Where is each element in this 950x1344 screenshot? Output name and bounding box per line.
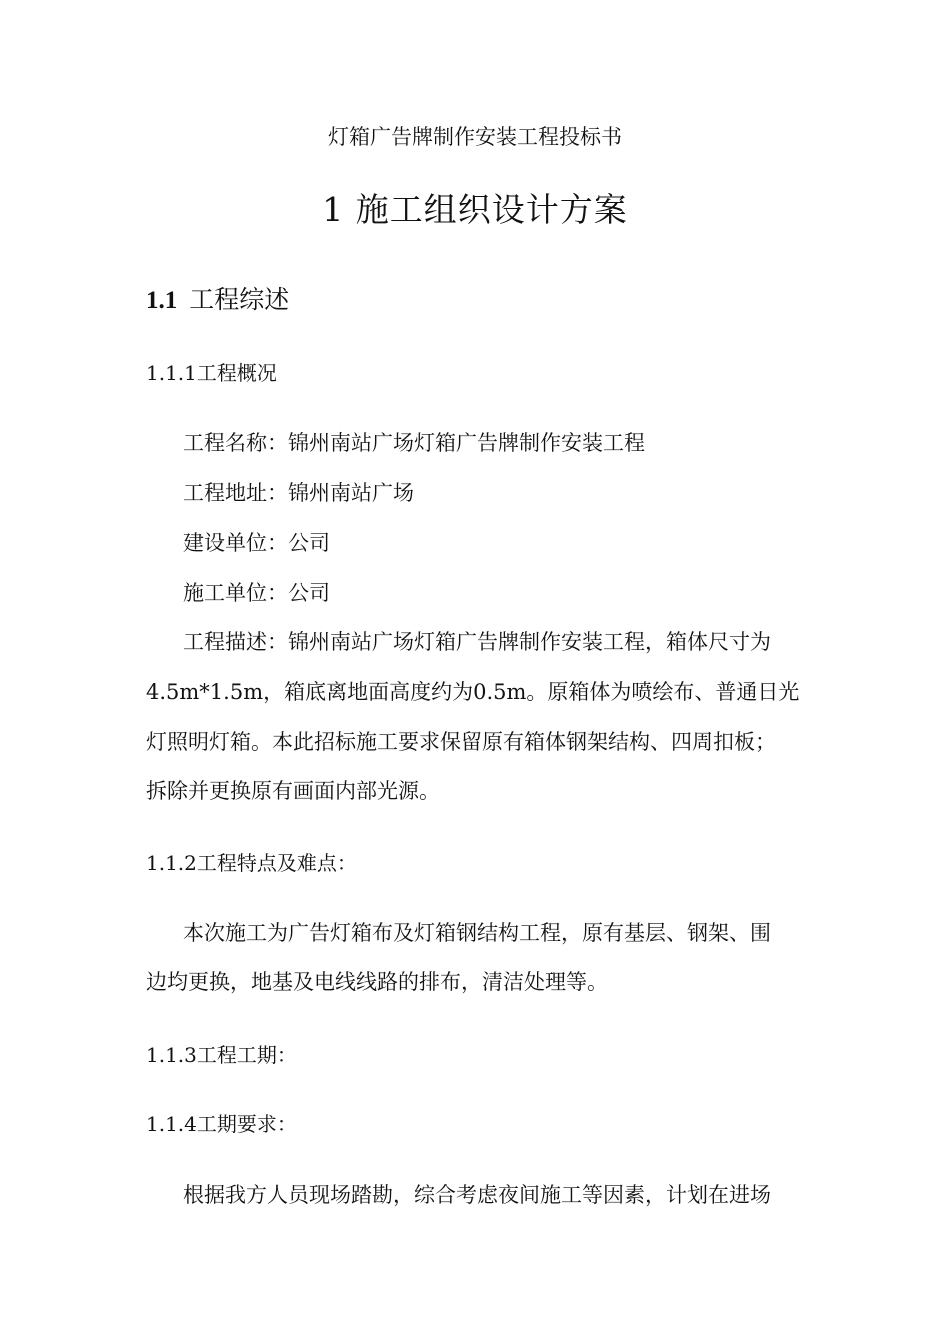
subsection-1-1-1-title: 1.1.1工程概况 — [146, 361, 277, 385]
contractor-unit: 施工单位：公司 — [183, 581, 330, 605]
description-line-1: 工程描述：锦州南站广场灯箱广告牌制作安装工程，箱体尺寸为 — [183, 630, 771, 654]
section-title: 工程综述 — [189, 285, 290, 314]
section-number: 1.1 — [146, 287, 178, 314]
description-line-2: 4.5m*1.5m，箱底离地面高度约为0.5m。原箱体为喷绘布、普通日光 — [146, 680, 800, 704]
subsection-1-1-3-title: 1.1.3工程工期： — [146, 1043, 297, 1067]
chapter-title: 1 施工组织设计方案 — [322, 190, 628, 229]
project-address: 工程地址：锦州南站广场 — [183, 481, 414, 505]
subsection-1-1-2-title: 1.1.2工程特点及难点： — [146, 851, 357, 875]
subsection-1-1-4-title: 1.1.4工期要求： — [146, 1112, 297, 1136]
description-line-3: 灯照明灯箱。本此招标施工要求保留原有箱体钢架结构、四周扣板； — [146, 730, 776, 754]
document-header: 灯箱广告牌制作安装工程投标书 — [328, 125, 622, 149]
schedule-line-1: 根据我方人员现场踏勘，综合考虑夜间施工等因素，计划在进场 — [183, 1183, 771, 1207]
section-heading — [146, 280, 289, 316]
description-line-4: 拆除并更换原有画面内部光源。 — [146, 779, 440, 803]
project-name: 工程名称：锦州南站广场灯箱广告牌制作安装工程 — [183, 431, 645, 455]
owner-unit: 建设单位：公司 — [183, 531, 330, 555]
features-line-2: 边均更换，地基及电线线路的排布，清洁处理等。 — [146, 970, 608, 994]
features-line-1: 本次施工为广告灯箱布及灯箱钢结构工程，原有基层、钢架、围 — [183, 921, 771, 945]
